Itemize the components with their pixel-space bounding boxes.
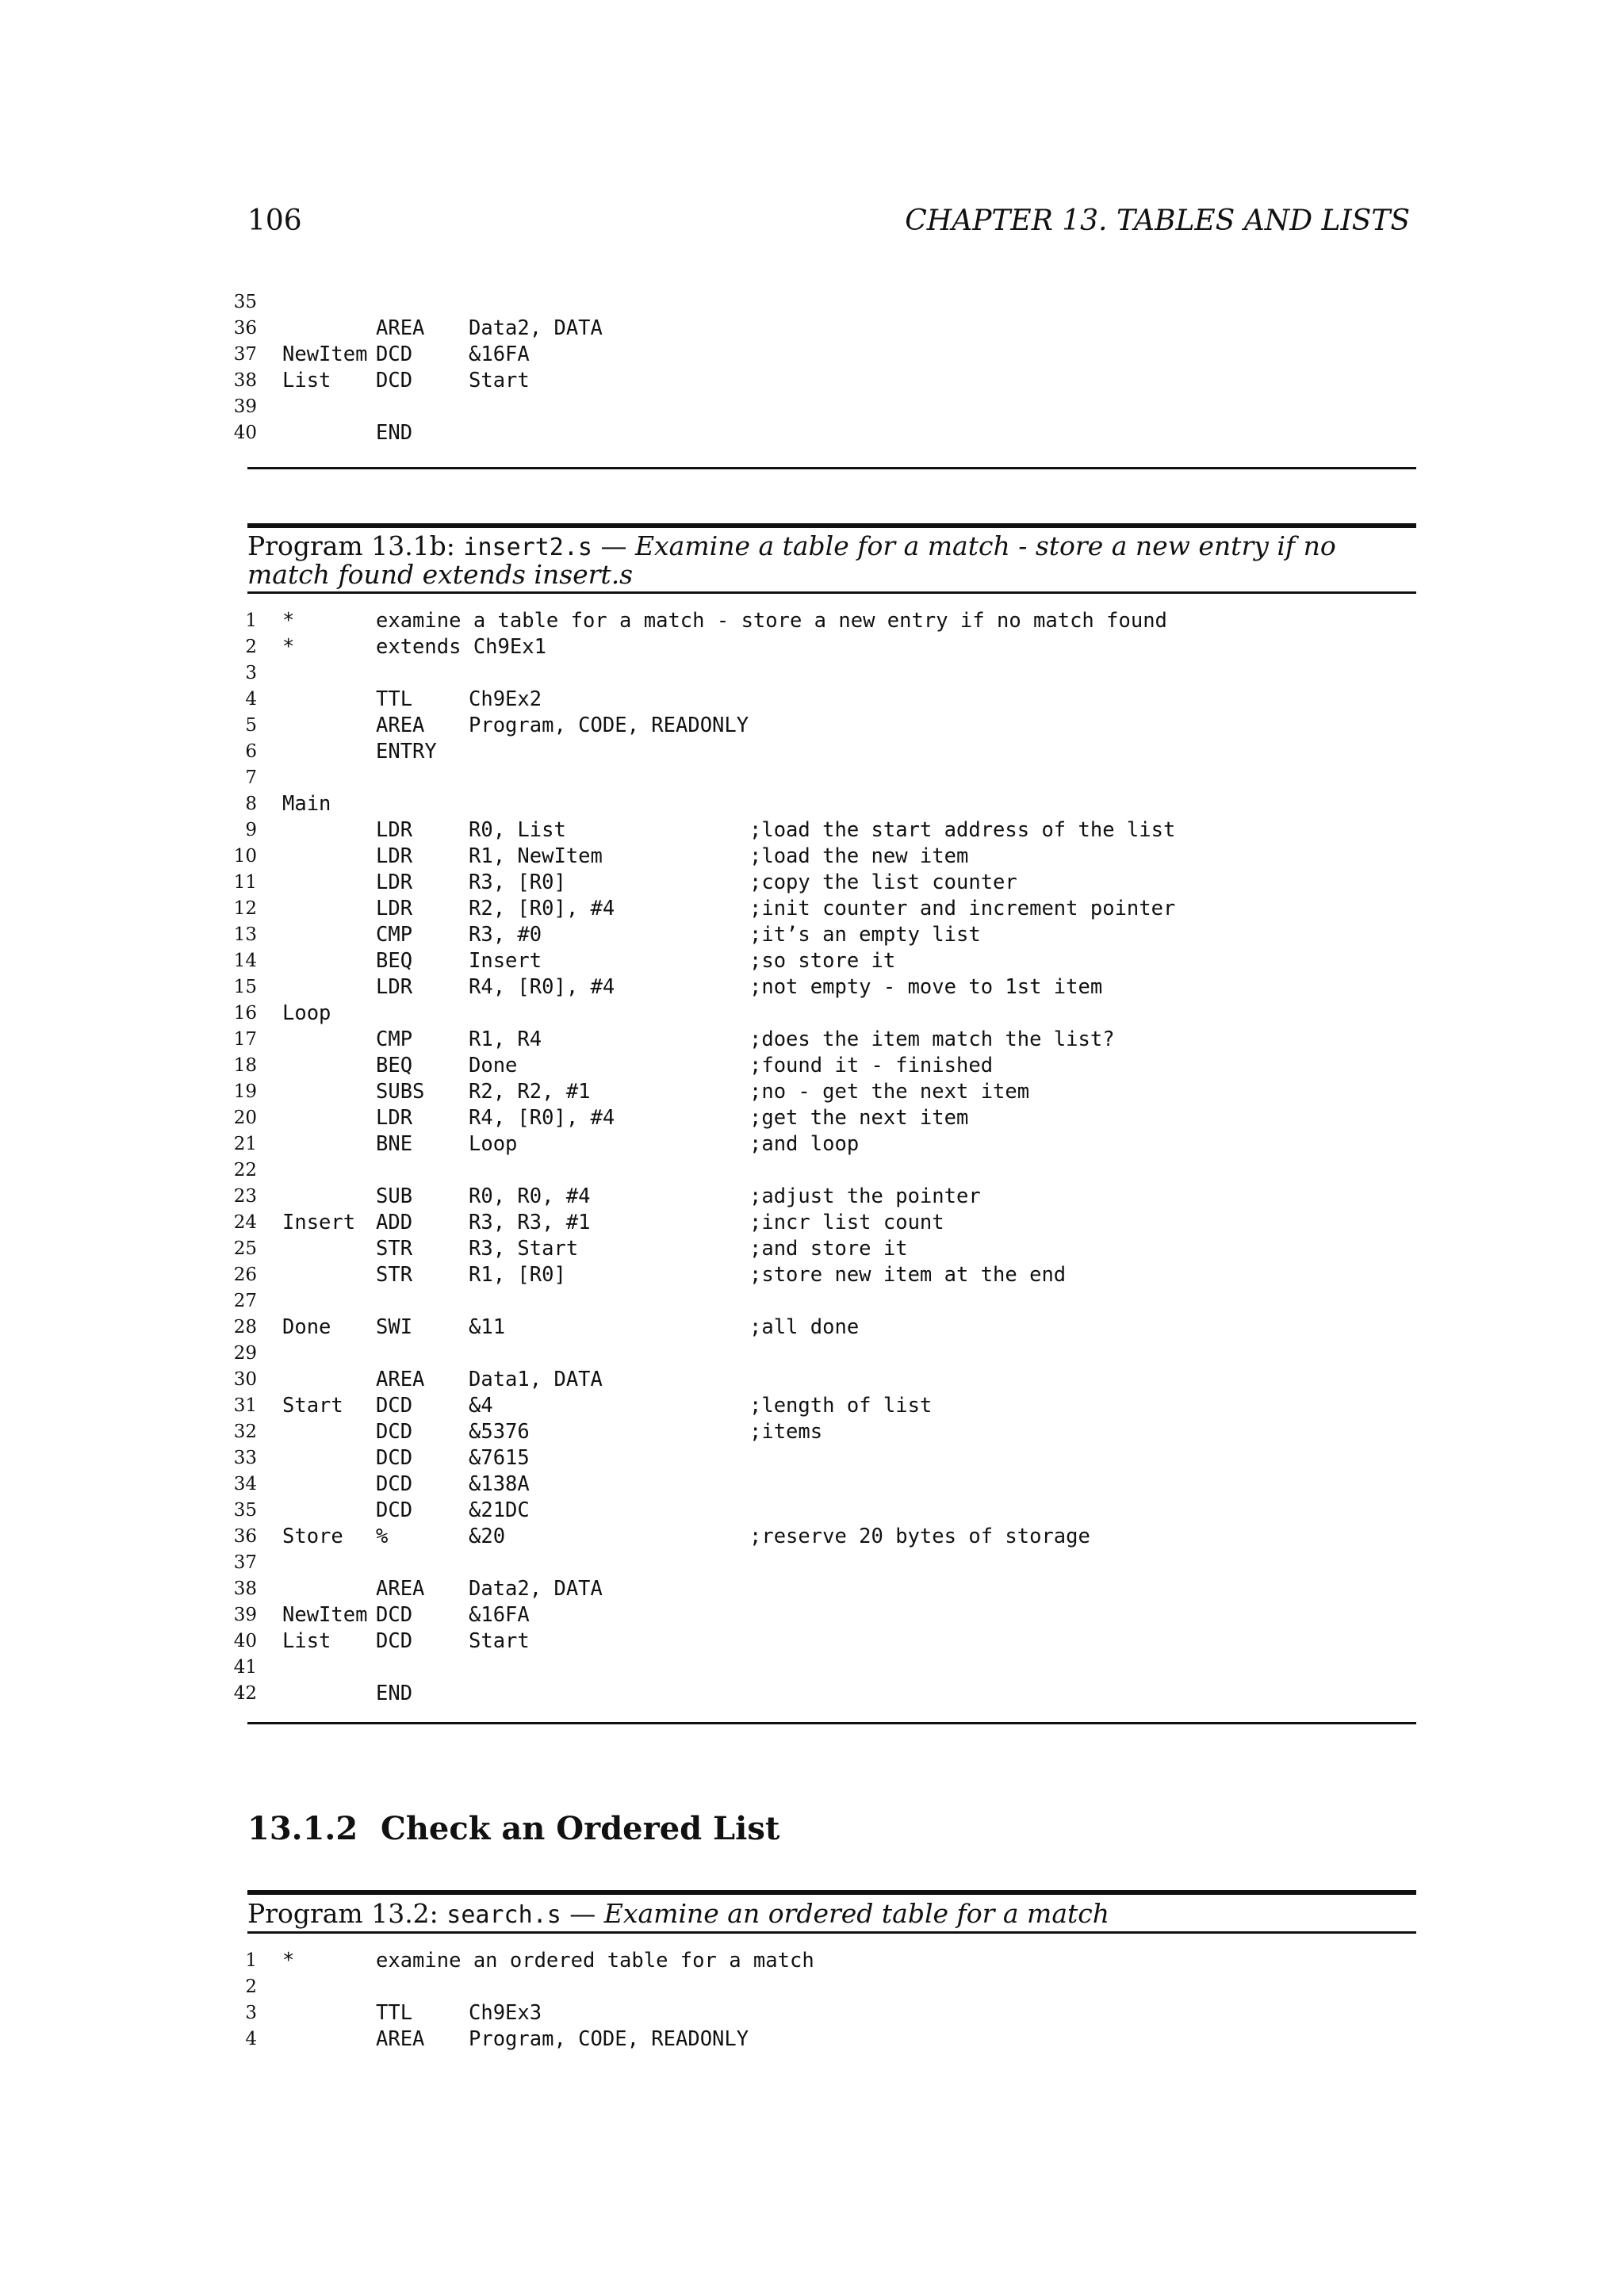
code-opcode: %	[376, 1525, 389, 1548]
code-label: Store	[282, 1525, 343, 1548]
code-operands: R2, [R0], #4	[469, 897, 615, 920]
code-operands: R3, Start	[469, 1237, 579, 1261]
line-number: 36	[233, 318, 257, 339]
code-opcode: LDR	[376, 1106, 413, 1130]
code-opcode: DCD	[376, 1498, 413, 1522]
caption-dash: —	[592, 530, 635, 561]
code-opcode: LDR	[376, 871, 413, 894]
code-operands: R0, R0, #4	[469, 1184, 591, 1208]
code-comment: ;load the start address of the list	[749, 818, 1176, 842]
code-operands: &16FA	[469, 1603, 530, 1627]
code-opcode: AREA	[376, 316, 425, 340]
caption-description: Examine a table for a match - store a new entry if no match found extends insert.s	[247, 530, 1336, 590]
caption-bottom-rule	[247, 591, 1416, 594]
code-operands: R4, [R0], #4	[469, 1106, 615, 1130]
line-number: 12	[233, 898, 257, 919]
line-number: 35	[233, 1500, 257, 1521]
line-number: 32	[233, 1422, 257, 1442]
line-number: 27	[233, 1291, 257, 1311]
code-operands: R4, [R0], #4	[469, 975, 615, 999]
code-comment: ;adjust the pointer	[749, 1184, 981, 1208]
line-number: 37	[233, 1552, 257, 1573]
code-operands: &11	[469, 1315, 506, 1339]
code-label: Start	[282, 1394, 343, 1418]
line-number: 30	[233, 1369, 257, 1390]
section-number: 13.1.2	[247, 1810, 358, 1847]
code-operands: Start	[469, 1629, 530, 1653]
program-top-rule	[247, 1890, 1416, 1895]
line-number: 40	[233, 1631, 257, 1651]
code-comment: ;items	[749, 1420, 823, 1444]
line-number: 3	[245, 2003, 257, 2023]
code-comment: ;copy the list counter	[749, 871, 1017, 894]
code-comment: ;all done	[749, 1315, 860, 1339]
code-comment: ;so store it	[749, 949, 896, 973]
code-operands: Program, CODE, READONLY	[469, 2027, 749, 2051]
code-comment: ;load the new item	[749, 844, 969, 868]
program-top-rule	[247, 523, 1416, 528]
caption-description: Examine an ordered table for a match	[603, 1898, 1110, 1929]
code-comment: ;and loop	[749, 1132, 860, 1156]
line-number: 6	[245, 741, 257, 762]
code-label: *	[282, 1949, 295, 1973]
line-number: 41	[233, 1657, 257, 1678]
listing-end-rule	[247, 467, 1416, 469]
code-label: *	[282, 609, 295, 633]
line-number: 15	[233, 977, 257, 997]
code-label: Done	[282, 1315, 331, 1339]
code-comment: ;length of list	[749, 1394, 933, 1418]
code-label: *	[282, 635, 295, 659]
line-number: 7	[245, 767, 257, 788]
code-opcode: AREA	[376, 714, 425, 737]
code-opcode: DCD	[376, 1446, 413, 1470]
program-caption	[247, 1900, 1416, 1929]
line-number: 3	[245, 663, 257, 683]
code-operands: R3, #0	[469, 923, 542, 947]
code-operands: Ch9Ex3	[469, 2001, 542, 2025]
line-number: 37	[233, 344, 257, 365]
line-number: 26	[233, 1265, 257, 1285]
code-operands: R3, [R0]	[469, 871, 566, 894]
code-opcode: TTL	[376, 2001, 413, 2025]
code-operands: &5376	[469, 1420, 530, 1444]
listing-end-rule	[247, 1722, 1416, 1724]
code-label: List	[282, 1629, 331, 1653]
code-comment: ;and store it	[749, 1237, 908, 1261]
code-opcode: END	[376, 1682, 413, 1705]
code-listing	[0, 608, 1624, 1707]
line-number: 24	[233, 1212, 257, 1233]
line-number: 40	[233, 423, 257, 443]
running-head: CHAPTER 13. TABLES AND LISTS	[905, 205, 1410, 237]
code-operands: Program, CODE, READONLY	[469, 714, 749, 737]
code-opcode: examine a table for a match - store a new entry if no match found	[376, 609, 1167, 633]
code-operands: Start	[469, 369, 530, 392]
line-number: 21	[233, 1134, 257, 1154]
code-operands: &7615	[469, 1446, 530, 1470]
code-label: Main	[282, 792, 331, 816]
code-label: Insert	[282, 1211, 356, 1234]
line-number: 9	[245, 820, 257, 840]
section-title: Check an Ordered List	[381, 1810, 780, 1847]
line-number: 1	[245, 610, 257, 631]
code-opcode: examine an ordered table for a match	[376, 1949, 814, 1973]
line-number: 20	[233, 1108, 257, 1128]
code-opcode: CMP	[376, 923, 413, 947]
code-operands: R3, R3, #1	[469, 1211, 591, 1234]
section-heading	[247, 1810, 779, 1847]
caption-filename: search.s	[446, 1901, 561, 1929]
code-operands: &138A	[469, 1472, 530, 1496]
code-operands: R1, R4	[469, 1027, 542, 1051]
line-number: 39	[233, 396, 257, 417]
code-opcode: TTL	[376, 687, 413, 711]
caption-dash: —	[561, 1898, 604, 1929]
code-label: Loop	[282, 1001, 331, 1025]
line-number: 33	[233, 1448, 257, 1468]
caption-prefix: Program 13.2:	[247, 1898, 447, 1929]
code-opcode: CMP	[376, 1027, 413, 1051]
code-label: NewItem	[282, 1603, 368, 1627]
code-opcode: extends Ch9Ex1	[376, 635, 546, 659]
line-number: 34	[233, 1474, 257, 1494]
program-caption	[247, 530, 1416, 590]
code-opcode: SUBS	[376, 1080, 425, 1104]
code-comment: ;it’s an empty list	[749, 923, 981, 947]
code-operands: Data2, DATA	[469, 1577, 603, 1601]
line-number: 13	[233, 924, 257, 945]
code-operands: &4	[469, 1394, 493, 1418]
line-number: 8	[245, 794, 257, 814]
code-opcode: AREA	[376, 2027, 425, 2051]
code-operands: R1, NewItem	[469, 844, 603, 868]
code-label: List	[282, 369, 331, 392]
code-opcode: DCD	[376, 1394, 413, 1418]
line-number: 28	[233, 1317, 257, 1337]
code-comment: ;no - get the next item	[749, 1080, 1030, 1104]
code-opcode: DCD	[376, 1629, 413, 1653]
code-opcode: ADD	[376, 1211, 413, 1234]
line-number: 31	[233, 1395, 257, 1416]
line-number: 2	[245, 1976, 257, 1997]
line-number: 23	[233, 1186, 257, 1207]
code-opcode: BEQ	[376, 1054, 413, 1077]
code-operands: R2, R2, #1	[469, 1080, 591, 1104]
line-number: 14	[233, 951, 257, 971]
code-operands: &20	[469, 1525, 506, 1548]
line-number: 22	[233, 1160, 257, 1181]
code-comment: ;get the next item	[749, 1106, 969, 1130]
code-operands: Data2, DATA	[469, 316, 603, 340]
code-opcode: SWI	[376, 1315, 413, 1339]
code-opcode: BNE	[376, 1132, 413, 1156]
line-number: 42	[233, 1683, 257, 1704]
caption-prefix: Program 13.1b:	[247, 530, 464, 561]
code-opcode: ENTRY	[376, 740, 437, 763]
line-number: 39	[233, 1605, 257, 1625]
code-operands: Ch9Ex2	[469, 687, 542, 711]
line-number: 4	[245, 689, 257, 710]
code-comment: ;reserve 20 bytes of storage	[749, 1525, 1090, 1548]
line-number: 38	[233, 370, 257, 391]
code-opcode: DCD	[376, 1472, 413, 1496]
code-listing-continued	[0, 289, 1624, 446]
line-number: 36	[233, 1526, 257, 1547]
code-operands: R0, List	[469, 818, 566, 842]
code-opcode: STR	[376, 1237, 413, 1261]
code-opcode: STR	[376, 1263, 413, 1287]
code-comment: ;store new item at the end	[749, 1263, 1067, 1287]
code-operands: Insert	[469, 949, 542, 973]
code-opcode: LDR	[376, 897, 413, 920]
line-number: 17	[233, 1029, 257, 1050]
code-operands: R1, [R0]	[469, 1263, 566, 1287]
line-number: 25	[233, 1238, 257, 1259]
code-operands: Done	[469, 1054, 518, 1077]
code-comment: ;found it - finished	[749, 1054, 994, 1077]
caption-filename: insert2.s	[463, 534, 592, 561]
code-operands: Loop	[469, 1132, 518, 1156]
line-number: 29	[233, 1343, 257, 1364]
code-comment: ;not empty - move to 1st item	[749, 975, 1103, 999]
code-opcode: DCD	[376, 1420, 413, 1444]
code-opcode: LDR	[376, 975, 413, 999]
code-opcode: LDR	[376, 844, 413, 868]
code-opcode: DCD	[376, 369, 413, 392]
code-operands: Data1, DATA	[469, 1368, 603, 1391]
code-label: NewItem	[282, 342, 368, 366]
code-listing	[0, 1948, 1624, 2053]
line-number: 18	[233, 1055, 257, 1076]
code-comment: ;init counter and increment pointer	[749, 897, 1176, 920]
page-number: 106	[247, 205, 302, 237]
code-operands: &16FA	[469, 342, 530, 366]
line-number: 35	[233, 292, 257, 312]
line-number: 16	[233, 1003, 257, 1024]
code-comment: ;does the item match the list?	[749, 1027, 1115, 1051]
code-operands: &21DC	[469, 1498, 530, 1522]
code-opcode: BEQ	[376, 949, 413, 973]
line-number: 2	[245, 637, 257, 657]
line-number: 10	[233, 846, 257, 867]
code-opcode: AREA	[376, 1577, 425, 1601]
code-opcode: AREA	[376, 1368, 425, 1391]
code-comment: ;incr list count	[749, 1211, 944, 1234]
line-number: 4	[245, 2029, 257, 2049]
code-opcode: SUB	[376, 1184, 413, 1208]
code-opcode: DCD	[376, 342, 413, 366]
line-number: 11	[233, 872, 257, 893]
line-number: 38	[233, 1578, 257, 1599]
line-number: 5	[245, 715, 257, 736]
code-opcode: DCD	[376, 1603, 413, 1627]
code-opcode: LDR	[376, 818, 413, 842]
line-number: 1	[245, 1950, 257, 1971]
code-opcode: END	[376, 421, 413, 445]
line-number: 19	[233, 1081, 257, 1102]
caption-bottom-rule	[247, 1931, 1416, 1934]
